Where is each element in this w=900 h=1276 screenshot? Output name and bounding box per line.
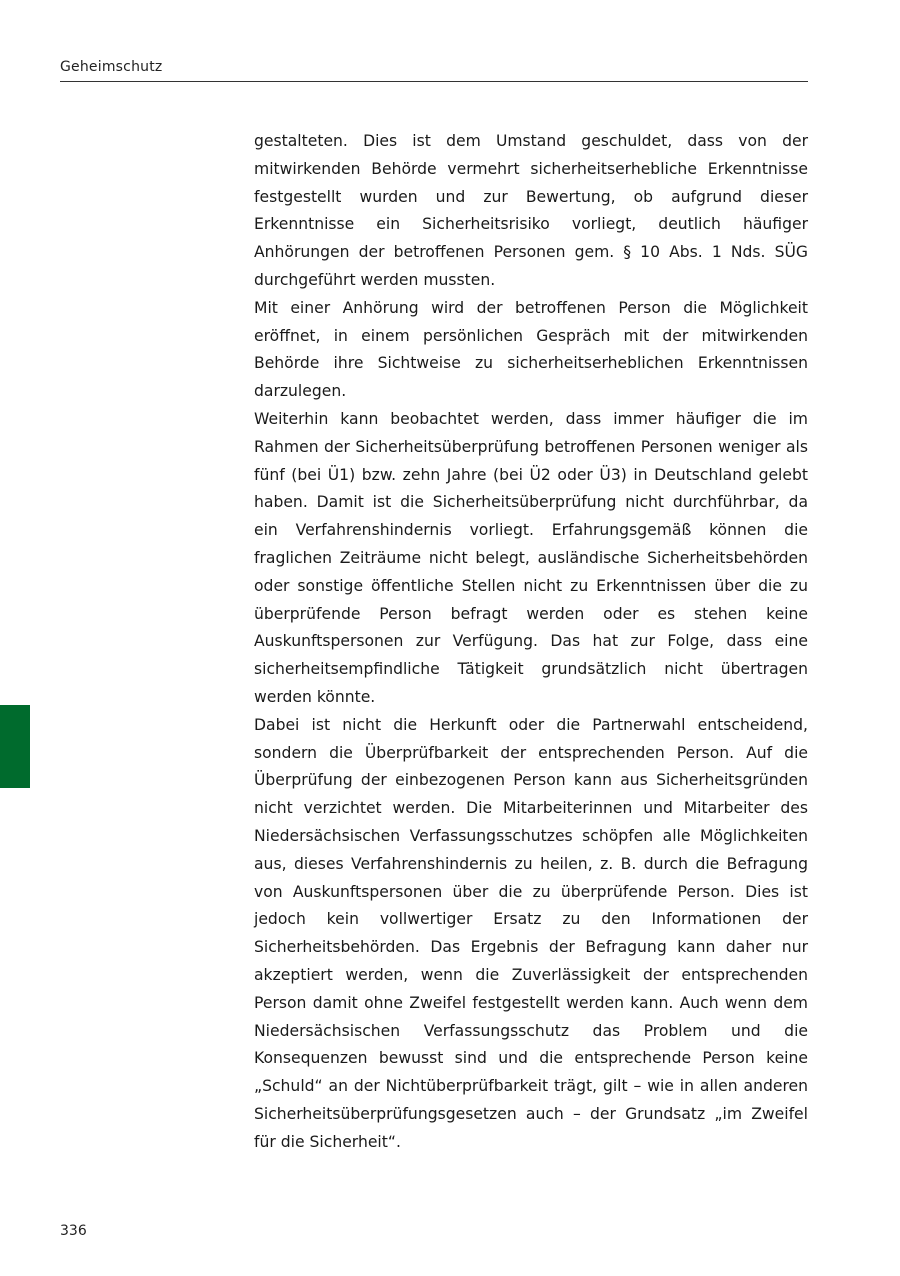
chapter-marker-tab (0, 705, 30, 788)
paragraph: gestalteten. Dies ist dem Umstand geschuldet, dass von der mitwirkenden Behörde vermehrt sicherheitserhebliche Erkenntnisse festgestellt wurden und zur Bewertung, ob aufgrund dieser Erkenntnisse ein Sicherheitsrisiko vorliegt, deutlich häufiger Anhörungen der betroffenen Personen gem. § 10 Abs. 1 Nds. SÜG durchgeführt werden mussten. (254, 132, 808, 289)
page-number: 336 (60, 1223, 87, 1239)
running-head-title: Geheimschutz (60, 59, 163, 75)
header-rule (60, 81, 808, 82)
paragraph: Mit einer Anhörung wird der betroffenen Person die Möglichkeit eröffnet, in einem persönlichen Gespräch mit der mitwirkenden Behörde ihre Sichtweise zu sicherheitserheblichen Erkenntnissen darzulegen. (254, 298, 808, 401)
paragraph: Weiterhin kann beobachtet werden, dass immer häufiger die im Rahmen der Sicherheitsüberprüfung betroffenen Personen weniger als fünf (bei Ü1) bzw. zehn Jahre (bei Ü2 oder Ü3) in Deutschland gelebt haben. Damit ist die Sicherheitsüberprüfung nicht durchführbar, da ein Verfahrenshindernis vorliegt. Erfahrungsgemäß können die fraglichen Zeiträume nicht belegt, ausländische Sicherheitsbehörden oder sonstige öffentliche Stellen nicht zu Erkenntnissen über die zu überprüfende Person befragt werden oder es stehen keine Auskunftspersonen zur Verfügung. Das hat zur Folge, dass eine sicherheitsempfindliche Tätigkeit grundsätzlich nicht übertragen werden könnte. (254, 409, 808, 706)
paragraph: Dabei ist nicht die Herkunft oder die Partnerwahl entscheidend, sondern die Überprüfbarkeit der entsprechenden Person. Auf die Überprüfung der einbezogenen Person kann aus Sicherheitsgründen nicht verzichtet werden. Die Mitarbeiterinnen und Mitarbeiter des Niedersächsischen Verfassungsschutzes schöpfen alle Möglichkeiten aus, dieses Verfahrenshindernis zu heilen, z. B. durch die Befragung von Auskunftspersonen über die zu überprüfende Person. Dies ist jedoch kein vollwertiger Ersatz zu den Informationen der Sicherheitsbehörden. Das Ergebnis der Befragung kann daher nur akzeptiert werden, wenn die Zuverlässigkeit der entsprechenden Person damit ohne Zweifel festgestellt werden kann. Auch wenn dem Niedersächsischen Verfassungsschutz das Problem und die Konsequenzen bewusst sind und die entsprechende Person keine „Schuld“ an der Nichtüberprüfbarkeit trägt, gilt – wie in allen anderen Sicherheitsüberprüfungsgesetzen auch – der Grundsatz „im Zweifel für die Sicherheit“. (254, 715, 808, 1151)
body-text (254, 128, 808, 1156)
